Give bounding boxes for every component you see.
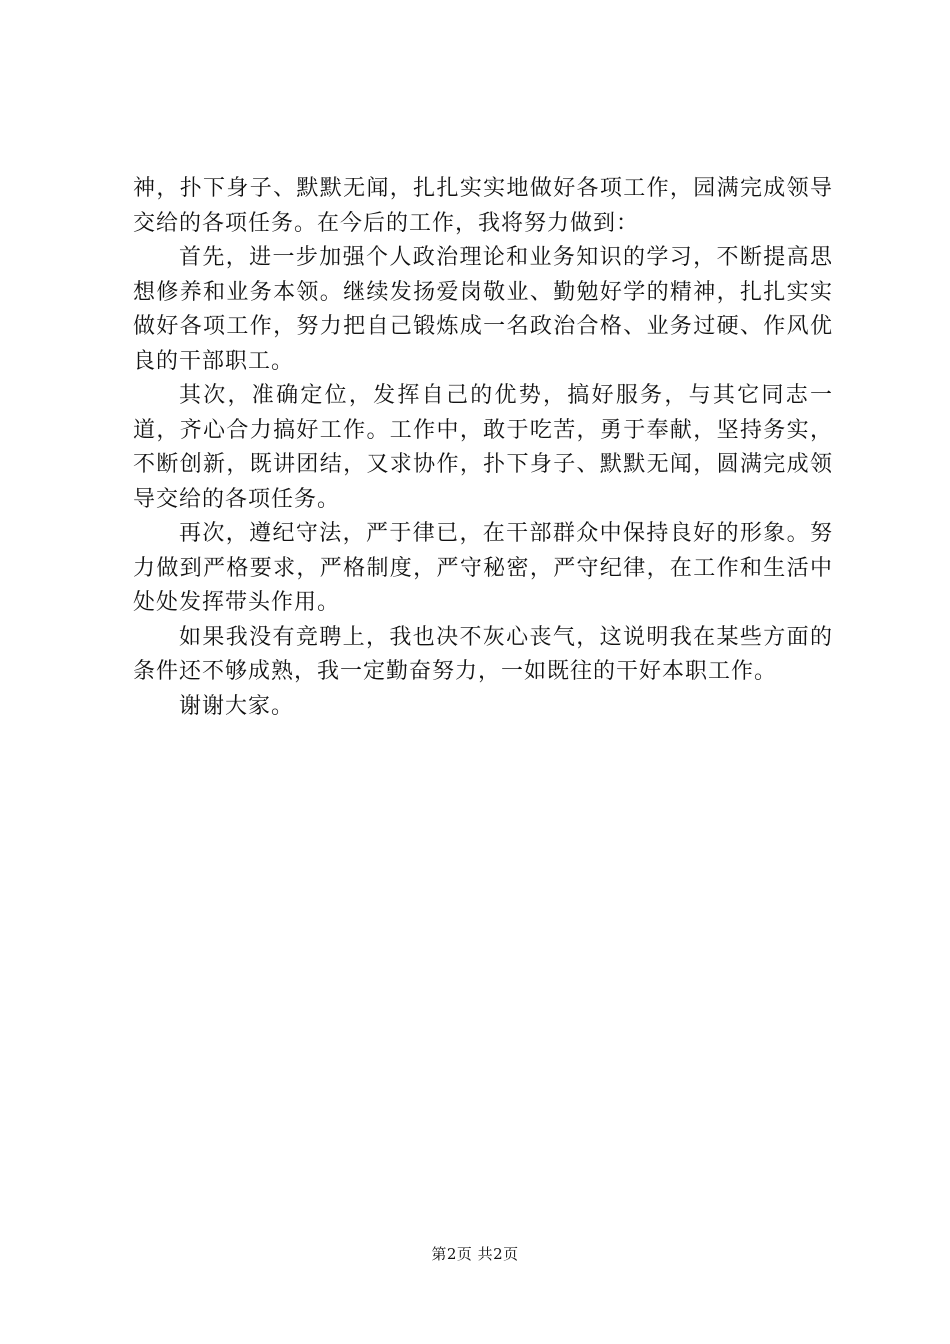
document-body	[133, 172, 833, 724]
page-footer	[0, 1243, 950, 1265]
paragraph-continuation: 神，扑下身子、默默无闻，扎扎实实地做好各项工作，园满完成领导交给的各项任务。在今后的工作，我将努力做到：	[133, 176, 833, 236]
paragraph-first: 首先，进一步加强个人政治理论和业务知识的学习，不断提高思想修养和业务本领。继续发扬爱岗敬业、勤勉好学的精神，扎扎实实做好各项工作，努力把自己锻炼成一名政治合格、业务过硬、作风优良的干部职工。	[133, 245, 833, 374]
page-number: 第2页 共2页	[431, 1245, 519, 1263]
paragraph-fourth: 如果我没有竞聘上，我也决不灰心丧气，这说明我在某些方面的条件还不够成熟，我一定勤奋努力，一如既往的干好本职工作。	[133, 624, 833, 684]
paragraph-closing: 谢谢大家。	[179, 693, 295, 719]
paragraph-third: 再次，遵纪守法，严于律已，在干部群众中保持良好的形象。努力做到严格要求，严格制度，严守秘密，严守纪律，在工作和生活中处处发挥带头作用。	[133, 521, 833, 615]
paragraph-second: 其次，准确定位，发挥自己的优势，搞好服务，与其它同志一道，齐心合力搞好工作。工作中，敢于吃苦，勇于奉献，坚持务实，不断创新，既讲团结，又求协作，扑下身子、默默无闻，圆满完成领导交给的各项任务。	[133, 383, 833, 512]
